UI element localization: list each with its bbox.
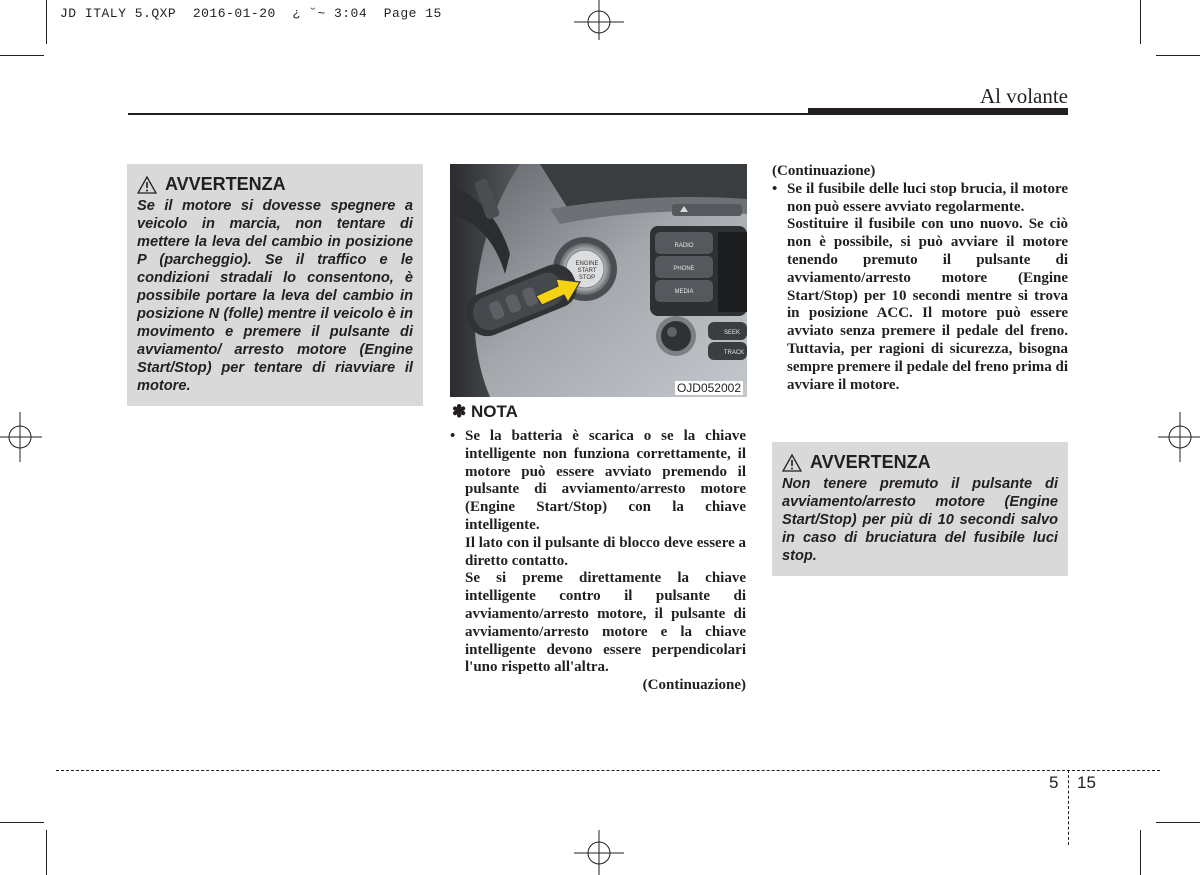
section-title: Al volante	[979, 84, 1068, 108]
note-title: ✽ NOTA	[452, 402, 518, 421]
footer-divider	[1068, 770, 1069, 845]
crop-mark	[1156, 55, 1200, 56]
figure-label: OJD052002	[676, 381, 741, 395]
crop-mark	[0, 55, 44, 56]
page-number: 15	[1077, 773, 1096, 792]
svg-text:START: START	[577, 268, 597, 274]
warning-title	[137, 174, 413, 195]
dashboard-illustration	[450, 164, 747, 397]
warning-triangle-icon	[137, 176, 157, 194]
svg-text:STOP: STOP	[578, 275, 596, 281]
right-paragraph: Sostituire il fusibile con uno nuovo. Se ciò non è possibile, si può avviare il motore tenendo premuto il pulsante di avviamento/arresto motore (Engine Start/Stop) per 10 secondi mentre si trova in posizione ACC. Il motore può essere avviato senza premere il pedale del freno. Tuttavia, per ragioni di sicurezza, bisogna sempre premere il pedale del freno prima di avviare il motore.	[787, 216, 1068, 393]
crop-mark	[46, 830, 47, 875]
warning-title-text: AVVERTENZA	[165, 174, 286, 194]
note-body	[450, 428, 746, 695]
warning-title	[782, 452, 1058, 473]
warning-body: Se il motore si dovesse spegnere a veicolo in marcia, non tentare di mettere la leva del cambio in posizione P (parcheggio). Se il traffico e le condizioni stradali lo consentono, è possibile portare la leva del cambio in posizione N (folle) mentre il veicolo è in movimento e premere il pulsante di avviamento/ arresto motore (Engine Start/Stop) per tentare di riavviare il motore.	[137, 198, 413, 394]
note-paragraph: Il lato con il pulsante di blocco deve essere a diretto contatto.	[465, 534, 746, 569]
bullet-marker: •	[772, 180, 778, 197]
chapter-number: 5	[1049, 773, 1059, 792]
warning-box-right	[772, 442, 1068, 576]
crop-mark	[46, 0, 47, 44]
note-bullet-item	[450, 428, 746, 677]
crop-mark	[1156, 822, 1200, 823]
crop-mark	[0, 822, 44, 823]
footer-rule	[56, 770, 1160, 771]
registration-mark-icon	[0, 412, 42, 462]
svg-text:MEDIA: MEDIA	[674, 289, 694, 295]
right-column-text	[772, 163, 1068, 394]
warning-title-text: AVVERTENZA	[810, 452, 931, 472]
registration-mark-icon	[1158, 412, 1200, 462]
registration-mark-icon	[574, 0, 624, 40]
bullet-marker: •	[450, 428, 456, 444]
crop-mark	[1140, 830, 1141, 875]
warning-triangle-icon	[782, 454, 802, 472]
note-paragraph: Se la batteria è scarica o se la chiave intelligente non funziona correttamente, il motore può essere avviato premendo il pulsante di avviamento/arresto motore (Engine Start/Stop) con la chiave intelligente.	[465, 428, 746, 533]
svg-text:PHONE: PHONE	[673, 266, 695, 272]
header-rule-accent	[808, 108, 1068, 115]
svg-text:TRACK: TRACK	[723, 350, 745, 356]
svg-text:ENGINE: ENGINE	[575, 261, 599, 267]
registration-mark-icon	[574, 830, 624, 875]
continuation-label: (Continuazione)	[642, 677, 746, 694]
figure-engine-start-button	[450, 164, 747, 397]
svg-text:SEEK: SEEK	[723, 330, 741, 336]
right-bullet-item	[772, 181, 1068, 395]
right-paragraph: Se il fusibile delle luci stop brucia, il motore non può essere avviato regolarmente.	[787, 180, 1068, 215]
note-paragraph: Se si preme direttamente la chiave intelligente contro il pulsante di avviamento/arresto motore, il pulsante di avviamento/arresto motore e la chiave intelligente devono essere perpendicolari l'uno rispetto all'altra.	[465, 570, 746, 676]
warning-body: Non tenere premuto il pulsante di avviamento/arresto motore (Engine Start/Stop) per più di 10 secondi salvo in caso di bruciatura del fusibile luci stop.	[782, 476, 1058, 564]
svg-text:RADIO: RADIO	[674, 243, 694, 249]
crop-mark	[1140, 0, 1141, 44]
print-header: JD ITALY 5.QXP 2016-01-20 ¿ ˘~ 3:04 Page 15	[60, 6, 442, 21]
continuation-header: (Continuazione)	[772, 163, 876, 179]
warning-box-left	[127, 164, 423, 406]
